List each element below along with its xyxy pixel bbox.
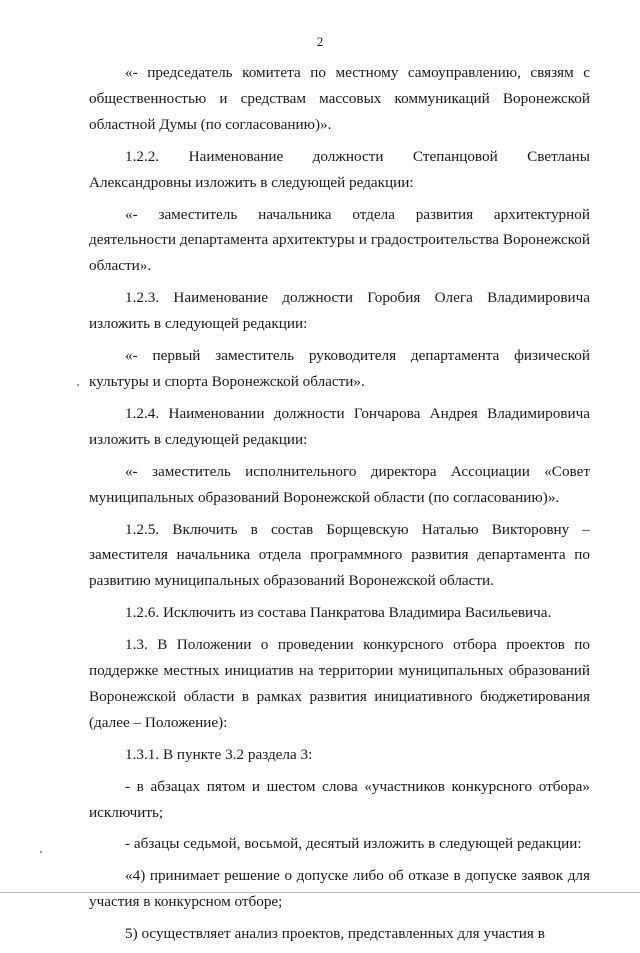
paragraph-dash-exclude: - в абзацах пятом и шестом слова «участников конкурсного отбора» исключить; xyxy=(89,777,590,821)
paragraph-1-2-3: 1.2.3. Наименование должности Горобия Олега Владимировича изложить в следующей редакции: xyxy=(89,289,590,333)
scan-speck xyxy=(77,384,79,386)
scan-speck xyxy=(40,851,42,853)
paragraph-1-2-2: 1.2.2. Наименование должности Степанцовой Светланы Александровны изложить в следующей редакции: xyxy=(89,147,590,191)
paragraph-1-2-6: 1.2.6. Исключить из состава Панкратова Владимира Васильевича. xyxy=(125,604,552,622)
paragraph-architecture-role: «- заместитель начальника отдела развития архитектурной деятельности департамента архитектуры и градостроительства Воронежской области». xyxy=(89,205,590,275)
paragraph-chairman-role: «- председатель комитета по местному самоуправлению, связям с общественностью и средствам массовых коммуникаций Воронежской областной Думы (по согласованию)». xyxy=(89,64,590,133)
page-number: 2 xyxy=(316,34,324,49)
paragraph-sport-role: «- первый заместитель руководителя департамента физической культуры и спорта Воронежской области». xyxy=(89,347,590,390)
page-bottom-edge xyxy=(0,892,640,893)
paragraph-item-4: «4) принимает решение о допуске либо об отказе в допуске заявок для участия в конкурсном отборе; xyxy=(89,867,590,911)
paragraph-1-3-1: 1.3.1. В пункте 3.2 раздела 3: xyxy=(125,745,313,763)
document-body xyxy=(89,60,590,953)
paragraph-1-2-4: 1.2.4. Наименовании должности Гончарова Андрея Владимировича изложить в следующей редакции: xyxy=(89,404,590,448)
paragraph-dash-abzatsy: - абзацы седьмой, восьмой, десятый изложить в следующей редакции: xyxy=(125,835,582,853)
paragraph-association-role: «- заместитель исполнительного директора Ассоциации «Совет муниципальных образований Воронежской области (по согласованию)». xyxy=(89,462,590,506)
paragraph-1-2-5: 1.2.5. Включить в состав Борщевскую Наталью Викторовну – заместителя начальника отдела программного развития департамента по развитию муниципальных образований Воронежской области. xyxy=(89,520,590,590)
paragraph-item-5: 5) осуществляет анализ проектов, представленных для участия в xyxy=(125,925,545,943)
paragraph-1-3: 1.3. В Положении о проведении конкурсного отбора проектов по поддержке местных инициатив на территории муниципальных образований Воронежской области в рамках развития инициативного бюджетирования (далее – Положение): xyxy=(89,636,590,731)
